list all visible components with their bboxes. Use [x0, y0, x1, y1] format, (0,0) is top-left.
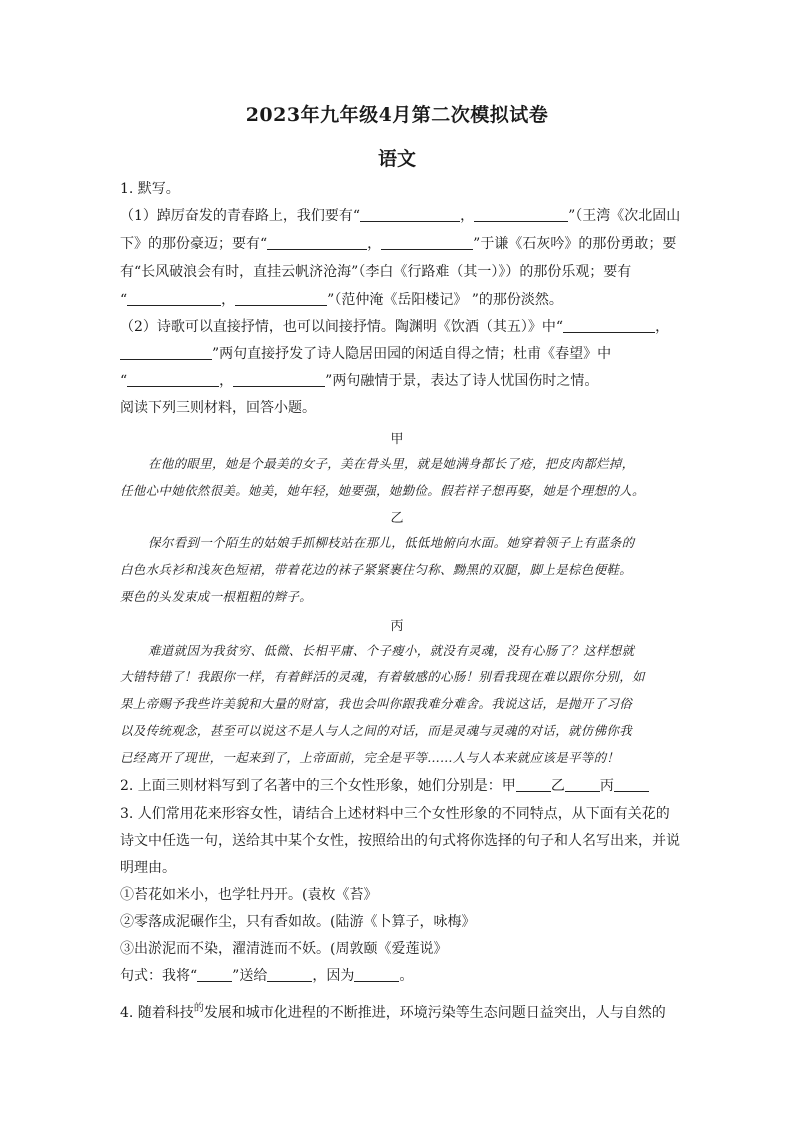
answer-blank[interactable] [354, 967, 399, 982]
q3-option-3: ③出淤泥而不染，濯清涟而不妖。(周敦颐《爱莲说》 [120, 941, 448, 957]
q3-line1: 3. 人们常用花来形容女性，请结合上述材料中三个女性形象的不同特点，从下面有关花的 [120, 806, 670, 822]
q1-p1-line3: 有“长风破浪会有时，直挂云帆济沧海”（李白《行路难（其一）》）的那份乐观；要有 [120, 264, 632, 280]
material-yi-label: 乙 [390, 511, 404, 526]
subject-title: 语文 [377, 148, 416, 170]
answer-blank[interactable] [563, 318, 655, 333]
q3-answer-format: 句式：我将“ ”送给 ，因为 。 [120, 968, 414, 984]
answer-blank[interactable] [614, 777, 649, 792]
answer-blank[interactable] [267, 967, 312, 982]
material-yi-line1: 保尔看到一个陌生的姑娘手抓柳枝站在那儿，低低地俯向水面。她穿着领子上有蓝条的 [148, 535, 635, 550]
material-yi-line2: 白色水兵衫和浅灰色短裙，带着花边的袜子紧紧裹住匀称、黝黑的双腿，脚上是棕色便鞋。 [120, 562, 633, 577]
material-bing-line1: 难道就因为我贫穷、低微、长相平庸、个子瘦小，就没有灵魂，没有心肠了？这样想就 [148, 643, 635, 658]
answer-blank[interactable] [127, 372, 219, 387]
q3-line2: 诗文中任选一句，送给其中某个女性，按照给出的句式将你选择的句子和人名写出来，并说 [120, 833, 680, 849]
material-bing-label: 丙 [390, 619, 404, 634]
answer-blank[interactable] [197, 967, 232, 982]
q1-p2-line3: “ ， ”两句融情于景，表达了诗人忧国伤时之情。 [120, 373, 599, 389]
answer-blank[interactable] [474, 207, 568, 222]
answer-blank[interactable] [235, 291, 327, 306]
material-jia-line1: 在他的眼里，她是个最美的女子，美在骨头里，就是她满身都长了疮，把皮肉都烂掉， [148, 456, 635, 471]
q1-p2-line2: ”两句直接抒发了诗人隐居田园的闲适自得之情；杜甫《春望》中 [120, 345, 680, 363]
exam-title: 2023年九年级4月第二次模拟试卷 [245, 104, 549, 126]
q2-line: 2. 上面三则材料写到了名著中的三个女性形象，她们分别是：甲 乙 丙 [120, 777, 680, 795]
answer-blank[interactable] [360, 207, 460, 222]
answer-blank[interactable] [233, 372, 325, 387]
q3-line3: 明理由。 [120, 860, 176, 876]
q1-p2-line1: （2）诗歌可以直接抒情，也可以间接抒情。陶渊明《饮酒（其五）》中“ ， [120, 319, 670, 335]
answer-blank[interactable] [267, 235, 367, 250]
q1-p1-line4: “ ， ”（范仲淹《岳阳楼记》 ”的那份淡然。 [120, 292, 563, 308]
answer-blank[interactable] [381, 235, 473, 250]
answer-blank[interactable] [516, 777, 551, 792]
reading-intro: 阅读下列三则材料，回答小题。 [120, 400, 316, 416]
q1-heading: 1. 默写。 [120, 181, 180, 197]
q4-line1: 4. 随着科技$^的$发展和城市化进程的不断推进，环境污染等生态问题日益突出，人与自然的 [120, 1003, 666, 1021]
answer-blank[interactable] [120, 345, 212, 360]
answer-blank[interactable] [565, 777, 600, 792]
answer-blank[interactable] [127, 291, 221, 306]
material-jia-line2: 任他心中她依然很美。她美，她年轻，她要强，她勤俭。假若祥子想再娶，她是个理想的人。 [120, 483, 645, 498]
material-bing-line4: 以及传统观念，甚至可以说这不是人与人之间的对话，而是灵魂与灵魂的对话，就仿佛你我 [120, 723, 633, 738]
material-yi-line3: 栗色的头发束成一根粗粗的辫子。 [120, 589, 313, 604]
material-jia-label: 甲 [390, 432, 404, 447]
q3-option-2: ②零落成泥碾作尘，只有香如故。(陆游《卜算子，咏梅》 [120, 914, 476, 930]
q1-p1-line2: 下》的那份豪迈；要有“ ， ”于谦《石灰吟》的那份勇敢；要 [120, 236, 677, 252]
material-bing-line3: 果上帝赐予我些许美貌和大量的财富，我也会叫你跟我难分难舍。我说这话，是抛开了习俗 [120, 696, 633, 711]
material-bing-line5: 已经离开了现世，一起来到了，上帝面前，完全是平等……人与人本来就应该是平等的！ [120, 750, 620, 765]
material-bing-line2: 大错特错了！我跟你一样，有着鲜活的灵魂，有着敏感的心肠！别看我现在难以跟你分别，如 [120, 669, 645, 684]
q1-p1-line1: （1）踔厉奋发的青春路上，我们要有“ ， ”（王湾《次北固山 [120, 208, 681, 224]
q3-option-1: ①苔花如米小，也学牡丹开。(袁枚《苔》 [120, 887, 378, 903]
